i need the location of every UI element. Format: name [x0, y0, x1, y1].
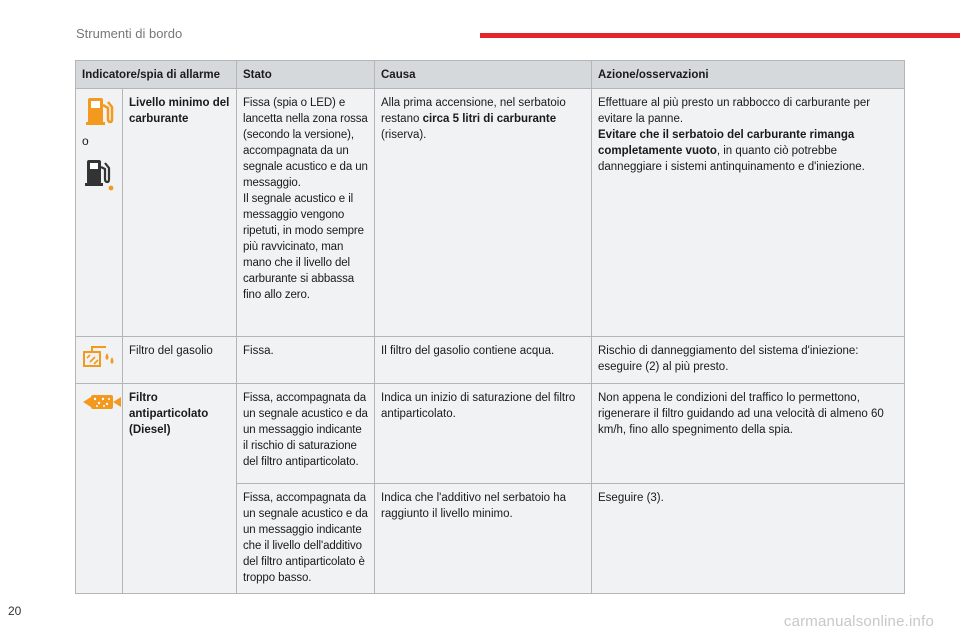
warning-lights-table: [75, 60, 905, 594]
indicator-name: Livello minimo del carburante: [123, 89, 237, 337]
indicator-name: Filtro del gasolio: [123, 337, 237, 384]
fuel-pump-icon: [84, 95, 114, 127]
section-title: Strumenti di bordo: [76, 26, 183, 41]
cause-text-end: (riserva).: [381, 129, 427, 141]
table-row: [76, 89, 905, 337]
column-header-state: Stato: [237, 61, 375, 89]
watermark: carmanualsonline.info: [783, 613, 934, 630]
action-warning: Evitare che il serbatoio del carburante rimanga completamente vuoto: [598, 129, 855, 157]
action-text: Rischio di danneggiamento del sistema d'iniezione: eseguire (2) al più presto.: [592, 337, 905, 384]
action-text-end: , in quanto ciò potrebbe danneggiare i sistemi antinquinamento e d'iniezione.: [598, 145, 865, 173]
table-header-row: [76, 61, 905, 89]
page-number: 20: [8, 604, 22, 618]
cause-highlight: circa 5 litri di carburante: [422, 113, 557, 125]
table-row: [76, 337, 905, 384]
action-text: Eseguire (3).: [592, 484, 905, 594]
state-cell: [237, 89, 375, 337]
indicator-icon-cell: [76, 89, 123, 337]
state-text: Fissa, accompagnata da un segnale acustico e da un messaggio indicante il rischio di saturazione del filtro antiparticolato.: [237, 384, 375, 484]
cause-cell: [375, 89, 592, 337]
indicator-icon-cell: [76, 337, 123, 384]
action-text: Effettuare al più presto un rabbocco di carburante per evitare la panne.: [598, 97, 871, 125]
header-accent-bar: [480, 33, 960, 38]
column-header-cause: Causa: [375, 61, 592, 89]
column-header-action: Azione/osservazioni: [592, 61, 905, 89]
cause-text: Indica che l'additivo nel serbatoio ha raggiunto il livello minimo.: [375, 484, 592, 594]
table-row: [76, 384, 905, 484]
icon-separator: o: [82, 134, 89, 148]
indicator-icon-cell: [76, 384, 123, 594]
cause-text: Alla prima accensione, nel serbatoio restano: [381, 97, 566, 125]
cause-text: Indica un inizio di saturazione del filtro antiparticolato.: [375, 384, 592, 484]
action-text: Non appena le condizioni del traffico lo permettono, rigenerare il filtro guidando ad una velocità di almeno 60 km/h, fino allo spegnimento della spia.: [592, 384, 905, 484]
fuel-pump-low-icon: [83, 157, 115, 191]
state-text: Fissa, accompagnata da un segnale acustico e da un messaggio indicante che il livello dell'additivo del filtro antiparticolato è troppo basso.: [237, 484, 375, 594]
state-text: Fissa (spia o LED) e lancetta nella zona rossa (secondo la versione), accompagnata da un segnale acustico e da un messaggio.: [243, 97, 368, 189]
column-header-indicator: Indicatore/spia di allarme: [76, 61, 237, 89]
indicator-name: Filtro antiparticolato (Diesel): [123, 384, 237, 594]
cause-text: Il filtro del gasolio contiene acqua.: [375, 337, 592, 384]
particulate-filter-icon: [82, 390, 122, 414]
diesel-filter-icon: [82, 343, 116, 369]
state-text-2: Il segnale acustico e il messaggio vengono ripetuti, in modo sempre più ravvicinato, man mano che il livello del carburante si abbassa fino allo zero.: [243, 193, 364, 301]
action-cell: [592, 89, 905, 337]
state-text: Fissa.: [237, 337, 375, 384]
